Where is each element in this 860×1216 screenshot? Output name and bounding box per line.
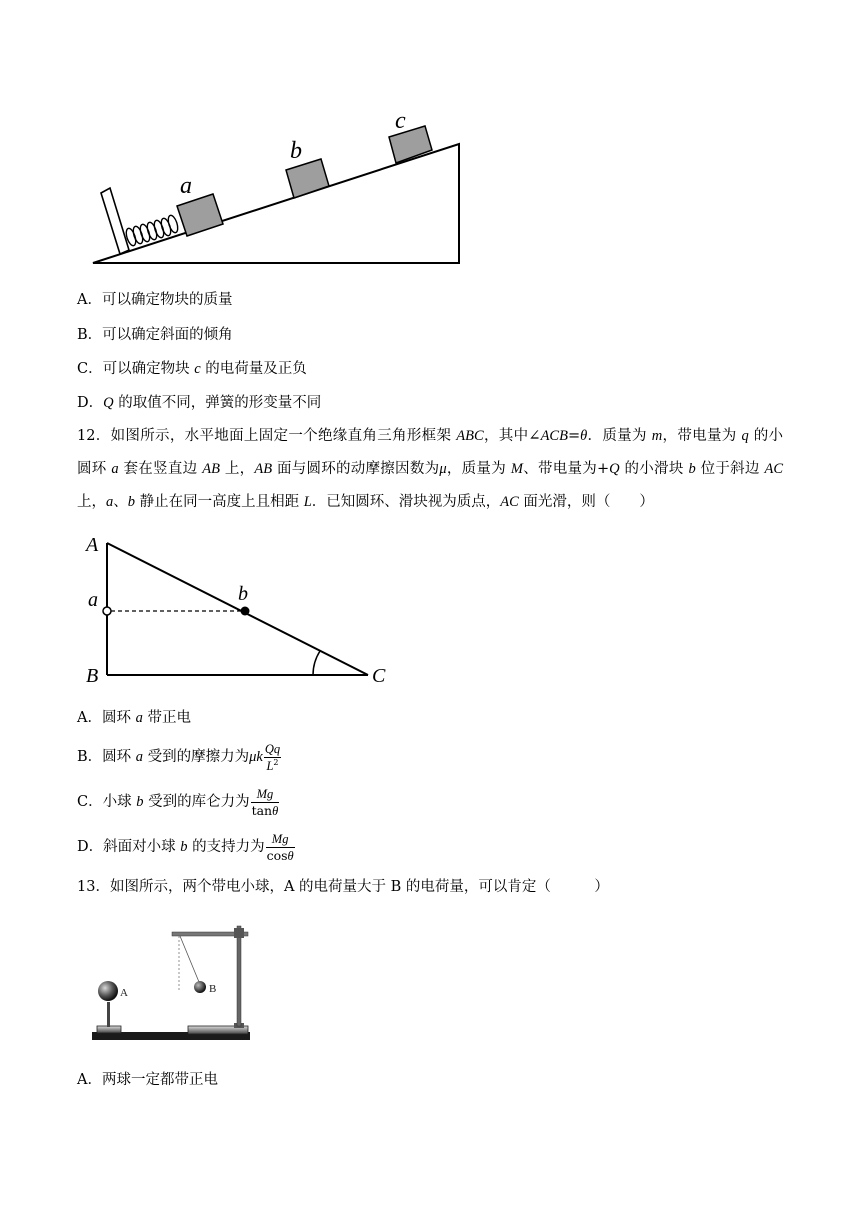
slider-b: [241, 607, 250, 616]
triangle-abc-figure: [80, 530, 400, 690]
point-b-label: b: [238, 583, 248, 605]
vertex-A-label: A: [86, 534, 99, 556]
q13-stem: 13．如图所示，两个带电小球，A 的电荷量大于 B 的电荷量，可以肯定（ ）: [77, 879, 609, 895]
q12-stem: 12．如图所示，水平地面上固定一个绝缘直角三角形框架 ABC，其中∠ACB=θ．质量为 m，带电量为 q 的小圆环 a 套在竖直边 AB 上，AB 面与圆环的动摩擦因数为μ，质量为 M、带电量为+Q 的小滑块 b 位于斜边 AC 上，a、b 静止在同一高度上且相距 L．已知圆环、滑块视为质点，AC 面光滑，则（ ）: [77, 428, 784, 510]
point-a-label: a: [88, 589, 98, 611]
q12-option-c: C．小球 b 受到的库仑力为 $\frac{Mg}{\tan\theta}$: [77, 786, 279, 818]
label-a: a: [180, 173, 192, 199]
q11-option-a: A．可以确定物块的质量: [77, 292, 233, 308]
sphere-B: [194, 981, 206, 993]
sphere-A: [98, 981, 118, 1001]
ring-a: [103, 607, 111, 615]
incline-spring-figure: [85, 100, 470, 270]
angle-arc: [313, 651, 320, 675]
incline-triangle: [93, 144, 459, 263]
coulomb-fraction: $\frac{Mg}{\tan\theta}$: [251, 786, 279, 818]
vertex-B-label: B: [86, 665, 99, 687]
spring: [124, 214, 179, 247]
label-c: c: [395, 108, 406, 134]
sphere-B-label: B: [209, 983, 217, 995]
sphere-A-label: A: [120, 987, 128, 999]
q12-option-a: A．圆环 a 带正电: [77, 710, 191, 726]
wall-plate: [101, 188, 129, 254]
q12-option-b: B．圆环 a 受到的摩擦力为μk $\frac{Qq}{L^2}$: [77, 741, 281, 773]
support-fraction: $\frac{Mg}{\cos\theta}$: [266, 831, 294, 863]
q11-option-b: B．可以确定斜面的倾角: [77, 327, 233, 343]
q11-option-c: C．可以确定物块 c 的电荷量及正负: [77, 361, 307, 377]
vertex-C-label: C: [372, 665, 386, 687]
q11-option-d: D．Q 的取值不同，弹簧的形变量不同: [77, 395, 322, 411]
q12-option-d: D．斜面对小球 b 的支持力为 $\frac{Mg}{\cos\theta}$: [77, 831, 294, 863]
block-b: [286, 159, 329, 198]
friction-fraction: $\frac{Qq}{L^2}$: [264, 741, 281, 773]
label-b: b: [290, 138, 302, 164]
charged-spheres-figure: [88, 922, 258, 1047]
q13-option-a: A．两球一定都带正电: [77, 1072, 218, 1088]
block-a: [177, 194, 223, 236]
